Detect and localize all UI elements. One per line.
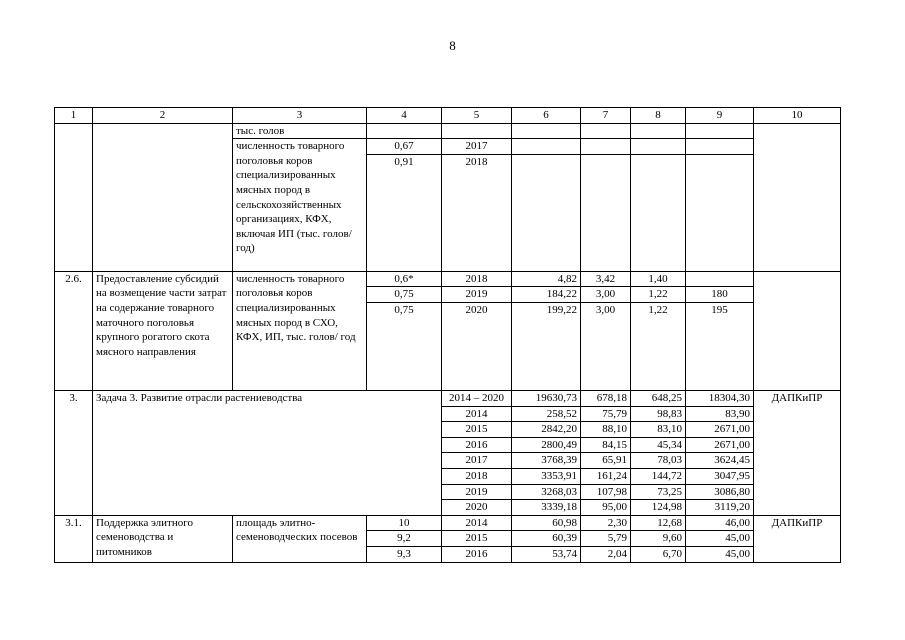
header-cell: 3 — [233, 108, 367, 124]
table-cell — [93, 123, 233, 271]
item-name: Предоставление субсидий на возмещение части затрат на содержание товарного маточного поголовья крупного рогатого скота мясного направления — [93, 271, 233, 390]
year-cell: 2017 — [442, 453, 512, 469]
value-cell: 3768,39 — [512, 453, 581, 469]
table-cell — [512, 154, 581, 271]
table-row — [55, 515, 841, 531]
year-cell: 2016 — [442, 546, 512, 562]
header-cell: 6 — [512, 108, 581, 124]
executor-cell: ДАПКиПР — [754, 390, 841, 515]
year-cell: 2015 — [442, 422, 512, 438]
table-cell — [512, 139, 581, 155]
value-cell: 10 — [367, 515, 442, 531]
year-cell: 2016 — [442, 437, 512, 453]
value-cell: 0,67 — [367, 139, 442, 155]
value-cell: 75,79 — [581, 406, 631, 422]
value-cell: 83,10 — [631, 422, 686, 438]
header-cell: 8 — [631, 108, 686, 124]
task-title: Задача 3. Развитие отрасли растениеводства — [93, 390, 442, 515]
indicator-cell: численность товарного поголовья коров специализированных мясных пород в СХО, КФХ, ИП, тыс. голов/ год — [233, 271, 367, 390]
year-cell: 2019 — [442, 287, 512, 303]
item-number: 2.6. — [55, 271, 93, 390]
value-cell: 0,75 — [367, 287, 442, 303]
year-cell: 2018 — [442, 468, 512, 484]
table-cell — [581, 139, 631, 155]
value-cell: 3,00 — [581, 302, 631, 390]
table-row — [55, 123, 841, 139]
year-cell: 2018 — [442, 154, 512, 271]
value-cell: 144,72 — [631, 468, 686, 484]
header-cell: 2 — [93, 108, 233, 124]
table-row — [55, 390, 841, 406]
executor-cell: ДАПКиПР — [754, 515, 841, 562]
value-cell: 46,00 — [686, 515, 754, 531]
value-cell: 161,24 — [581, 468, 631, 484]
item-number: 3.1. — [55, 515, 93, 562]
header-cell: 9 — [686, 108, 754, 124]
year-cell: 2014 – 2020 — [442, 390, 512, 406]
year-cell: 2019 — [442, 484, 512, 500]
page-number: 8 — [449, 38, 456, 53]
unit-cell: тыс. голов — [233, 123, 367, 139]
value-cell: 1,22 — [631, 302, 686, 390]
value-cell: 65,91 — [581, 453, 631, 469]
value-cell: 0,91 — [367, 154, 442, 271]
value-cell: 3353,91 — [512, 468, 581, 484]
value-cell: 88,10 — [581, 422, 631, 438]
value-cell: 3268,03 — [512, 484, 581, 500]
value-cell: 45,34 — [631, 437, 686, 453]
year-cell: 2017 — [442, 139, 512, 155]
year-cell: 2014 — [442, 406, 512, 422]
value-cell: 95,00 — [581, 500, 631, 516]
indicator-cell: площадь элитно-семеноводческих посевов — [233, 515, 367, 562]
header-cell: 4 — [367, 108, 442, 124]
table-cell — [55, 123, 93, 271]
value-cell: 648,25 — [631, 390, 686, 406]
table-cell — [686, 154, 754, 271]
year-cell: 2018 — [442, 271, 512, 287]
table-cell — [442, 123, 512, 139]
value-cell: 60,98 — [512, 515, 581, 531]
value-cell: 60,39 — [512, 531, 581, 547]
value-cell: 678,18 — [581, 390, 631, 406]
value-cell: 0,75 — [367, 302, 442, 390]
table-cell — [631, 139, 686, 155]
value-cell: 195 — [686, 302, 754, 390]
table-cell — [367, 123, 442, 139]
table-cell — [686, 123, 754, 139]
value-cell: 2671,00 — [686, 422, 754, 438]
value-cell: 53,74 — [512, 546, 581, 562]
table-cell — [754, 271, 841, 390]
value-cell: 124,98 — [631, 500, 686, 516]
header-cell: 7 — [581, 108, 631, 124]
value-cell: 5,79 — [581, 531, 631, 547]
value-cell: 107,98 — [581, 484, 631, 500]
header-cell: 5 — [442, 108, 512, 124]
value-cell: 3,42 — [581, 271, 631, 287]
table-cell — [686, 139, 754, 155]
table-cell — [512, 123, 581, 139]
value-cell: 84,15 — [581, 437, 631, 453]
value-cell: 9,3 — [367, 546, 442, 562]
value-cell: 3,00 — [581, 287, 631, 303]
item-number: 3. — [55, 390, 93, 515]
value-cell: 45,00 — [686, 546, 754, 562]
value-cell: 3047,95 — [686, 468, 754, 484]
value-cell: 73,25 — [631, 484, 686, 500]
value-cell: 6,70 — [631, 546, 686, 562]
value-cell: 12,68 — [631, 515, 686, 531]
value-cell: 180 — [686, 287, 754, 303]
table-cell — [581, 123, 631, 139]
value-cell: 78,03 — [631, 453, 686, 469]
header-cell: 10 — [754, 108, 841, 124]
value-cell: 4,82 — [512, 271, 581, 287]
value-cell: 184,22 — [512, 287, 581, 303]
value-cell: 18304,30 — [686, 390, 754, 406]
header-row — [55, 108, 841, 124]
value-cell — [686, 271, 754, 287]
value-cell: 19630,73 — [512, 390, 581, 406]
value-cell: 98,83 — [631, 406, 686, 422]
value-cell: 3339,18 — [512, 500, 581, 516]
value-cell: 9,60 — [631, 531, 686, 547]
table-row — [55, 271, 841, 287]
value-cell: 45,00 — [686, 531, 754, 547]
value-cell: 3624,45 — [686, 453, 754, 469]
value-cell: 3119,20 — [686, 500, 754, 516]
year-cell: 2015 — [442, 531, 512, 547]
header-cell: 1 — [55, 108, 93, 124]
table-cell — [754, 123, 841, 271]
year-cell: 2020 — [442, 302, 512, 390]
year-cell: 2020 — [442, 500, 512, 516]
value-cell: 1,22 — [631, 287, 686, 303]
value-cell: 258,52 — [512, 406, 581, 422]
value-cell: 199,22 — [512, 302, 581, 390]
value-cell: 2671,00 — [686, 437, 754, 453]
indicator-cell: численность товарного поголовья коров специализированных мясных пород в сельскохозяйственных организациях, КФХ, включая ИП (тыс. голов/ год) — [233, 139, 367, 272]
table-cell — [581, 154, 631, 271]
table-cell — [631, 154, 686, 271]
value-cell: 2842,20 — [512, 422, 581, 438]
table-cell — [631, 123, 686, 139]
data-table — [54, 107, 841, 563]
value-cell: 9,2 — [367, 531, 442, 547]
value-cell: 2,04 — [581, 546, 631, 562]
value-cell: 1,40 — [631, 271, 686, 287]
value-cell: 2800,49 — [512, 437, 581, 453]
value-cell: 83,90 — [686, 406, 754, 422]
year-cell: 2014 — [442, 515, 512, 531]
value-cell: 2,30 — [581, 515, 631, 531]
item-name: Поддержка элитного семеноводства и питомников — [93, 515, 233, 562]
value-cell: 0,6* — [367, 271, 442, 287]
value-cell: 3086,80 — [686, 484, 754, 500]
